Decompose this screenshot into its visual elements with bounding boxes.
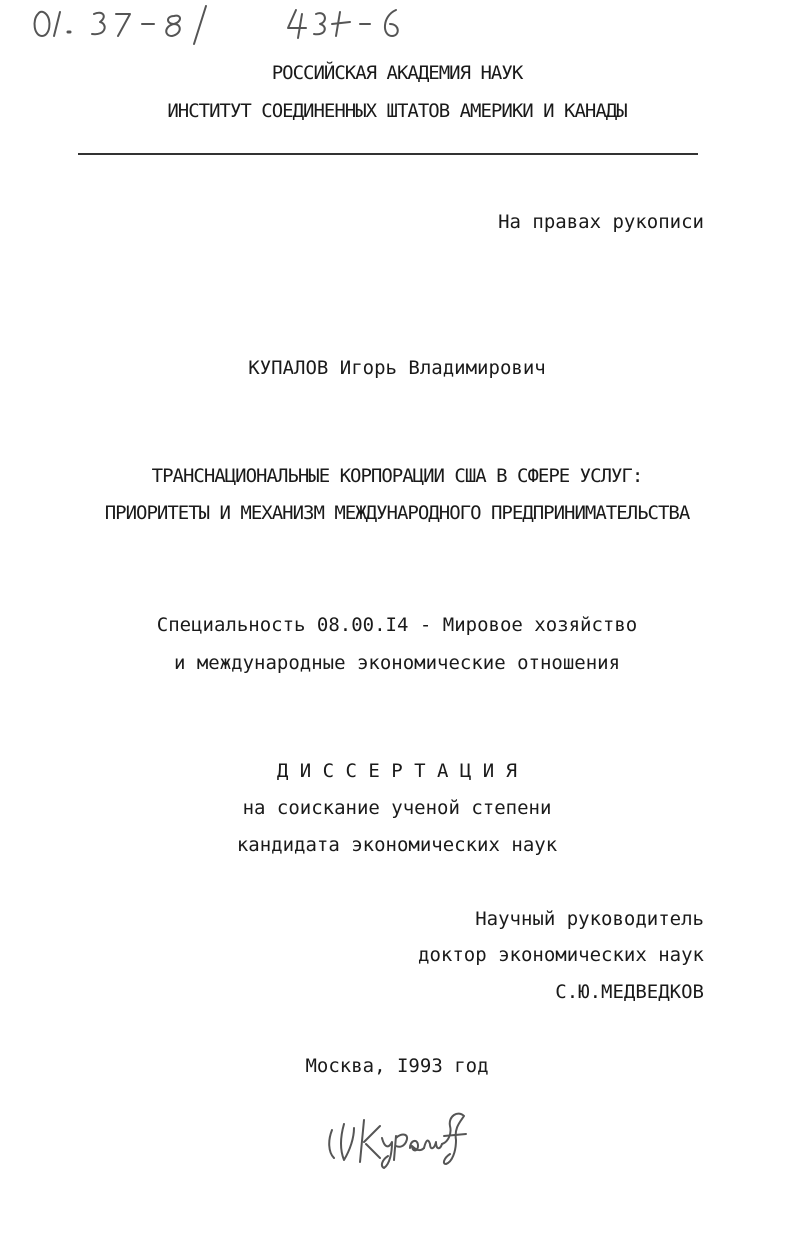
supervisor-name: С.Ю.МЕДВЕДКОВ	[555, 981, 704, 1003]
thesis-title-line-1: ТРАНСНАЦИОНАЛЬНЫЕ КОРПОРАЦИИ США В СФЕРЕ УСЛУГ:	[151, 465, 643, 487]
header-divider	[78, 153, 698, 155]
dissertation-heading: Д И С С Е Р Т А Ц И Я	[276, 760, 518, 782]
handwritten-signature	[318, 1090, 478, 1170]
thesis-title-line-2: ПРИОРИТЕТЫ И МЕХАНИЗМ МЕЖДУНАРОДНОГО ПРЕДПРИНИМАТЕЛЬСТВА	[104, 502, 690, 524]
organization-name: РОССИЙСКАЯ АКАДЕМИЯ НАУК	[271, 62, 523, 84]
author-name: КУПАЛОВ Игорь Владимирович	[248, 357, 546, 379]
supervisor-role: Научный руководитель	[475, 908, 704, 930]
supervisor-degree: доктор экономических наук	[418, 944, 704, 966]
degree-line-1: на соискание ученой степени	[242, 797, 552, 819]
place-and-year: Москва, I993 год	[305, 1055, 489, 1077]
degree-line-2: кандидата экономических наук	[236, 834, 558, 856]
specialty-line-1: Специальность 08.00.I4 - Мировое хозяйство	[156, 614, 638, 636]
specialty-line-2: и международные экономические отношения	[173, 652, 621, 674]
handwritten-archive-mark	[30, 2, 430, 46]
rights-note: На правах рукописи	[498, 211, 704, 233]
institute-name: ИНСТИТУТ СОЕДИНЕННЫХ ШТАТОВ АМЕРИКИ И КАНАДЫ	[167, 100, 627, 122]
